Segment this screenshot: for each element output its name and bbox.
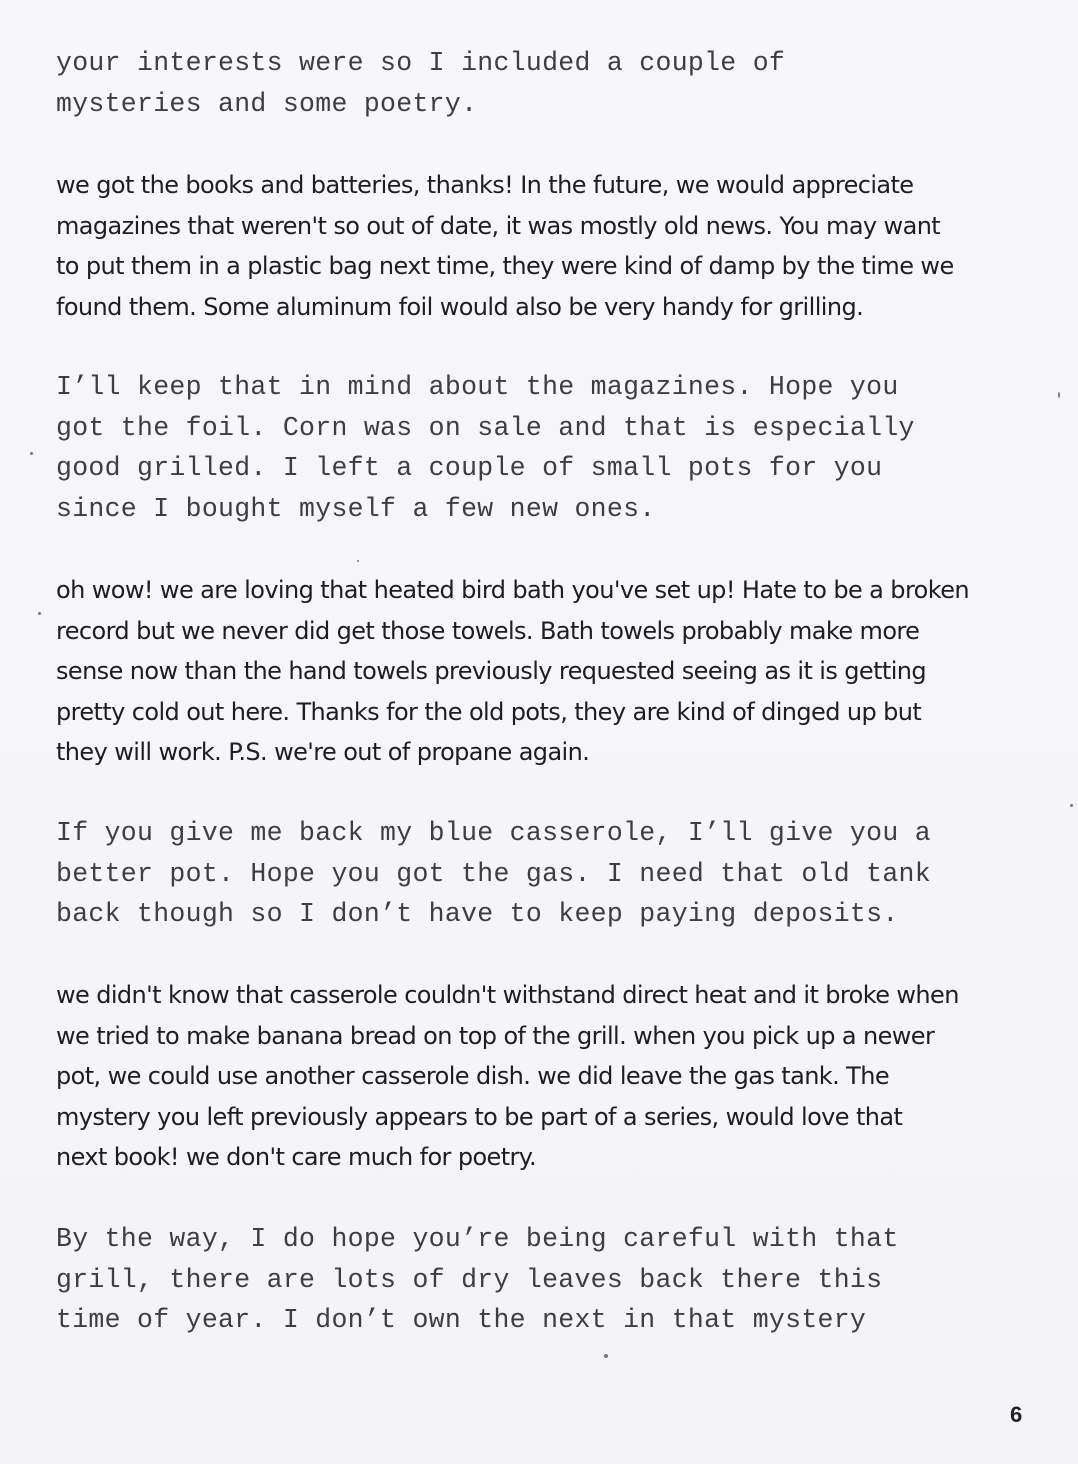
text-line: If you give me back my blue casserole, I’ll give you a xyxy=(56,818,931,848)
paper-speck xyxy=(1070,804,1073,807)
typed-paragraph-3 xyxy=(56,813,1046,935)
paper-speck xyxy=(30,452,33,455)
text-line: pot, we could use another casserole dish. we did leave the gas tank. The xyxy=(56,1062,889,1090)
text-line: sense now than the hand towels previously requested seeing as it is getting xyxy=(56,657,927,685)
text-line: next book! we don't care much for poetry. xyxy=(56,1143,536,1171)
text-line: since I bought myself a few new ones. xyxy=(56,493,656,524)
paper-speck xyxy=(38,612,41,615)
text-line: to put them in a plastic bag next time, they were kind of damp by the time we xyxy=(56,252,954,280)
paper-speck xyxy=(357,560,359,562)
page-number: 6 xyxy=(1010,1402,1023,1427)
text-line: we didn't know that casserole couldn't withstand direct heat and it broke when xyxy=(56,981,959,1009)
text-line: time of year. I don’t own the next in that mystery xyxy=(56,1305,867,1335)
handwritten-paragraph-1 xyxy=(56,165,1046,327)
text-line: better pot. Hope you got the gas. I need that old tank xyxy=(56,858,931,889)
paper-speck xyxy=(1058,392,1060,398)
text-line: magazines that weren't so out of date, it was mostly old news. You may want xyxy=(56,211,941,240)
text-line: record but we never did get those towels. Bath towels probably make more xyxy=(56,616,920,645)
text-line: mysteries and some poetry. xyxy=(56,88,478,119)
text-line: good grilled. I left a couple of small pots for you xyxy=(56,453,883,483)
paper-speck xyxy=(604,1354,608,1358)
typed-paragraph-1 xyxy=(56,43,1046,124)
text-line: grill, there are lots of dry leaves back there this xyxy=(56,1264,883,1295)
text-line: I’ll keep that in mind about the magazines. Hope you xyxy=(56,372,899,402)
typed-paragraph-2 xyxy=(56,367,1046,529)
text-line: pretty cold out here. Thanks for the old pots, they are kind of dinged up but xyxy=(56,697,922,726)
text-line: oh wow! we are loving that heated bird bath you've set up! Hate to be a broken xyxy=(56,576,969,604)
text-line: back though so I don’t have to keep paying deposits. xyxy=(56,899,899,929)
handwritten-paragraph-3 xyxy=(56,975,1046,1178)
text-line: your interests were so I included a couple of xyxy=(56,48,786,78)
text-line: By the way, I do hope you’re being careful with that xyxy=(56,1224,899,1254)
text-line: we tried to make banana bread on top of the grill. when you pick up a newer xyxy=(56,1021,935,1050)
text-line: we got the books and batteries, thanks! In the future, we would appreciate xyxy=(56,171,914,199)
text-line: they will work. P.S. we're out of propane again. xyxy=(56,738,590,766)
text-line: found them. Some aluminum foil would also be very handy for grilling. xyxy=(56,292,864,321)
handwritten-paragraph-2 xyxy=(56,570,1046,773)
text-line: mystery you left previously appears to be part of a series, would love that xyxy=(56,1102,903,1131)
text-line: got the foil. Corn was on sale and that is especially xyxy=(56,412,915,443)
typed-paragraph-4 xyxy=(56,1219,1046,1341)
